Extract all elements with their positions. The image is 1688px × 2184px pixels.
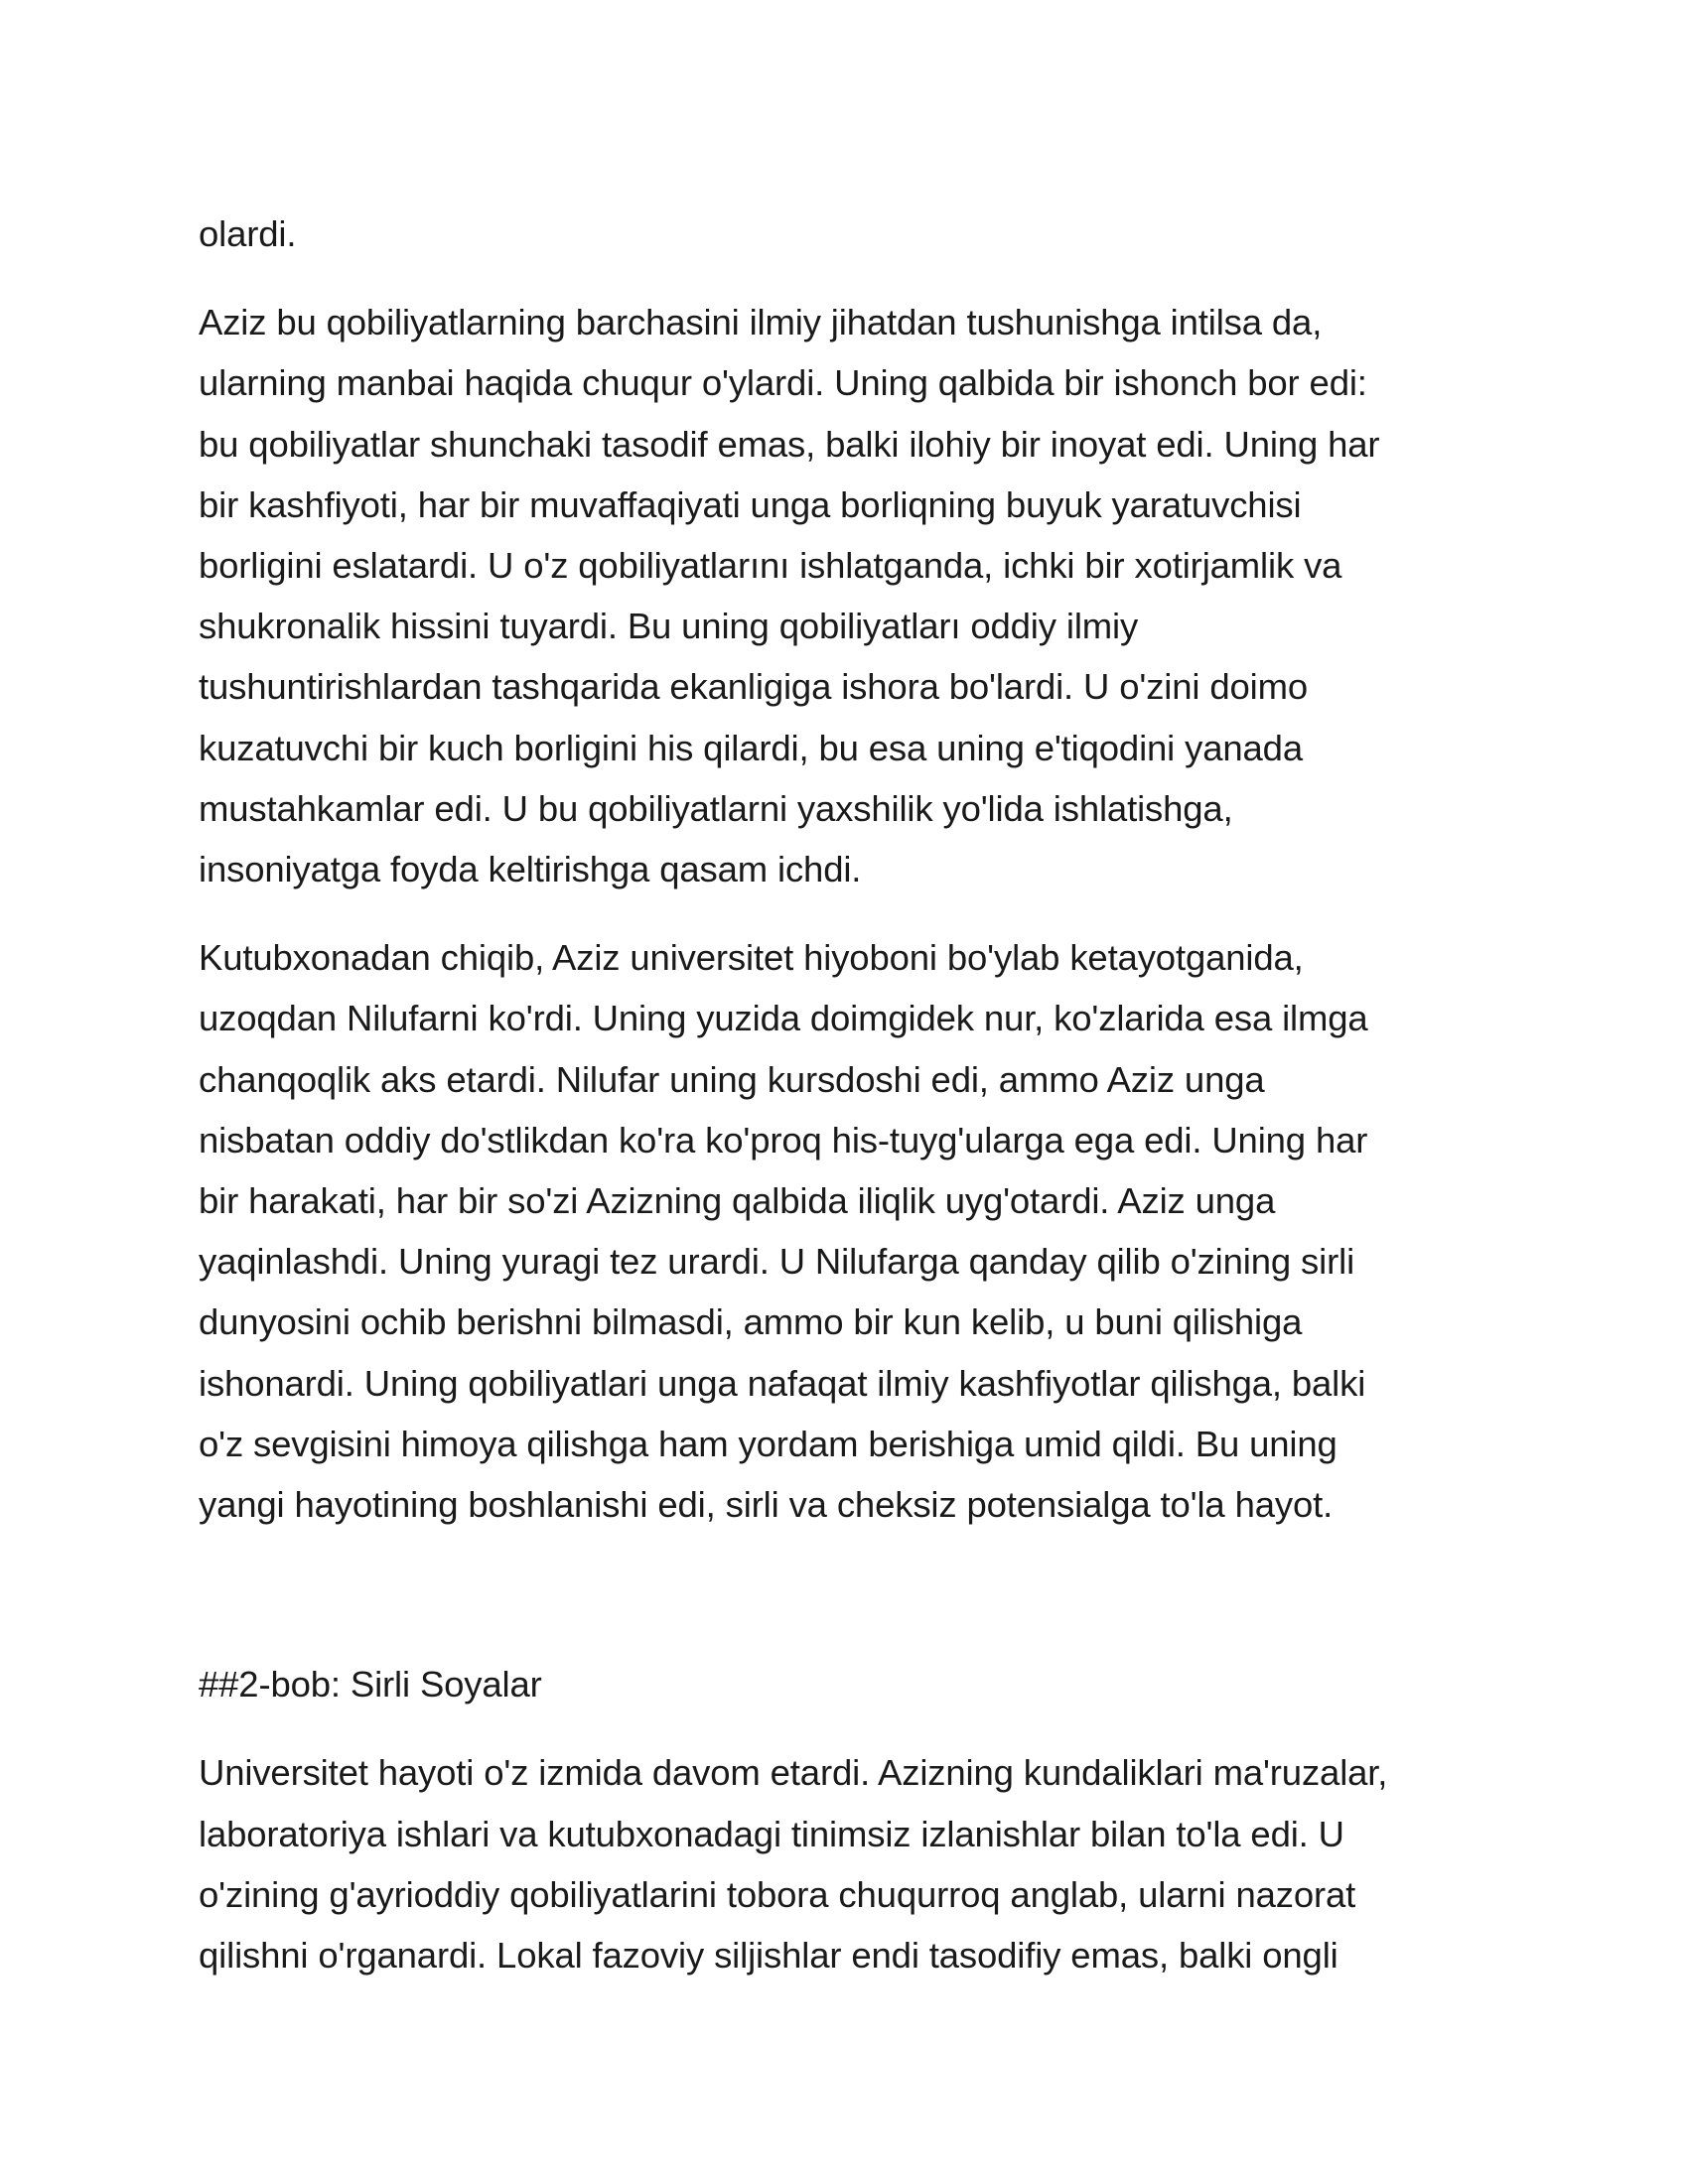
paragraph-line: yangi hayotining boshlanishi edi, sirli va cheksiz potensialga to'la hayot. (199, 1484, 1334, 1526)
paragraph-line: Aziz bu qobiliyatlarning barchasini ilmiy jihatdan tushunishga intilsa da, (199, 302, 1323, 343)
continuation-text: olardi. (199, 213, 297, 254)
paragraph-line: o'zining g'ayrioddiy qobiliyatlarini tobora chuqurroq anglab, ularni nazorat (199, 1873, 1356, 1915)
paragraph-line: insoniyatga foyda keltirishga qasam ichdi. (199, 849, 862, 890)
paragraph-line: bir kashfiyoti, har bir muvaffaqiyati unga borliqning buyuk yaratuvchisi (199, 483, 1302, 525)
paragraph-line: ishonardi. Uning qobiliyatlari unga nafaqat ilmiy kashfiyotlar qilishga, balki (199, 1362, 1366, 1404)
paragraph-2 (199, 927, 1509, 1535)
paragraph-line: chanqoqlik aks etardi. Nilufar uning kursdoshi edi, ammo Aziz unga (199, 1058, 1265, 1100)
paragraph-line: borligini eslatardi. U o'z qobiliyatlarını ishlatganda, ichki bir xotirjamlik va (199, 545, 1342, 587)
paragraph-line: qilishni o'rganardi. Lokal fazoviy siljishlar endi tasodifiy emas, balki ongli (199, 1935, 1338, 1977)
paragraph-line: tushuntirishlardan tashqarida ekanligiga ishora bo'lardi. U o'zini doimo (199, 666, 1309, 708)
paragraph-line: mustahkamlar edi. U bu qobiliyatlarni yaxshilik yo'lida ishlatishga, (199, 787, 1233, 829)
paragraph-1 (199, 292, 1509, 899)
paragraph-line: bir harakati, har bir so'zi Azizning qalbida iliqlik uyg'otardi. Aziz unga (199, 1180, 1276, 1222)
paragraph-line: Kutubxonadan chiqib, Aziz universitet hiyoboni bo'ylab ketayotganida, (199, 937, 1304, 979)
paragraph-line: ularning manbai haqida chuqur o'ylardi. Uning qalbida bir ishonch bor edi: (199, 362, 1367, 404)
chapter-heading: ##2-bob: Sirli Soyalar (199, 1664, 542, 1706)
paragraph-line: Universitet hayoti o'z izmida davom etardi. Azizning kundaliklari ma'ruzalar, (199, 1752, 1388, 1794)
paragraph-line: o'z sevgisini himoya qilishga ham yordam berishiga umid qildi. Bu uning (199, 1423, 1337, 1464)
chapter-paragraph (199, 1742, 1509, 1985)
paragraph-line: dunyosini ochib berishni bilmasdi, ammo bir kun kelib, u buni qilishiga (199, 1301, 1303, 1343)
document-page (199, 204, 1509, 2013)
paragraph-line: uzoqdan Nilufarni ko'rdi. Uning yuzida doimgidek nur, ko'zlarida esa ilmga (199, 998, 1368, 1039)
paragraph-line: shukronalik hissini tuyardi. Bu uning qobiliyatları oddiy ilmiy (199, 606, 1139, 647)
paragraph-line: yaqinlashdi. Uning yuragi tez urardi. U Nilufarga qanday qilib o'zining sirli (199, 1241, 1355, 1283)
paragraph-line: laboratoriya ishlari va kutubxonadagi tinimsiz izlanishlar bilan to'la edi. U (199, 1813, 1344, 1854)
paragraph-line: kuzatuvchi bir kuch borligini his qilardi, bu esa uning e'tiqodini yanada (199, 727, 1303, 768)
paragraph-line: bu qobiliyatlar shunchaki tasodif emas, balki ilohiy bir inoyat edi. Uning har (199, 423, 1380, 465)
paragraph-line: nisbatan oddiy do'stlikdan ko'ra ko'proq his-tuyg'ularga ega edi. Uning har (199, 1119, 1368, 1160)
